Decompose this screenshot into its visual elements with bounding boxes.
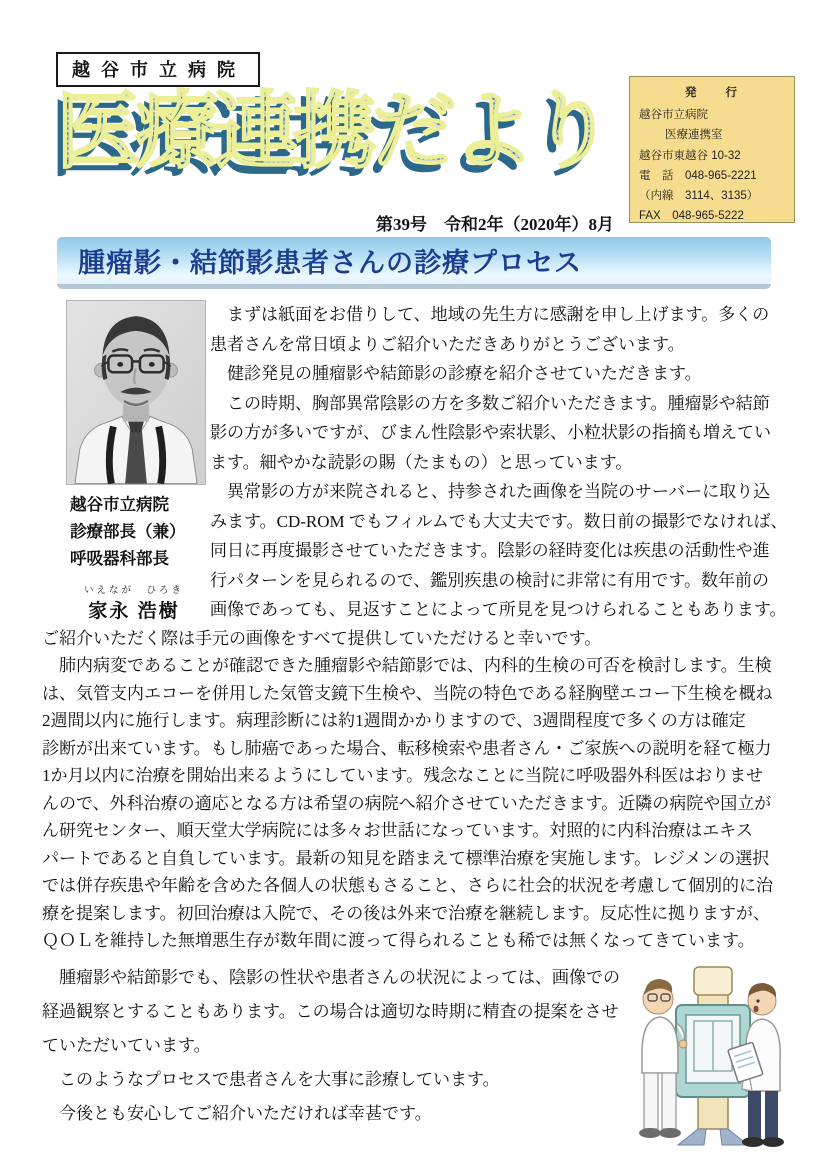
intro-text-line: まずは紙面をお借りして、地域の先生方に感謝を申し上げます。多くの [210,305,770,324]
publisher-org-line: 越谷市立病院 [639,108,708,121]
intro-text-line: この時期、胸部異常陰影の方を多数ご紹介いただきます。腫瘤影や結節 [210,393,770,413]
intro-text-line: 異常影の方が来院されると、持参された画像を当院のサーバーに取り込 [210,482,771,501]
publisher-organization [639,106,785,146]
publisher-contact [639,147,785,226]
intro-text-line: 画像であっても、見返すことによって所見を見つけられることもあります。 [210,600,787,619]
publisher-contact-line: 電 話 048-965-2221 [639,170,757,183]
body-text-line: 1か月以内に治療を開始出来るようにしています。残念なことに当院に呼吸器外科医はおりませ [42,766,764,785]
section-banner-title: 腫瘤影・結節影患者さんの診療プロセス [78,248,582,278]
doctor-caption-line: 呼吸器科部長 [70,550,169,568]
publisher-contact-line: 越谷市東越谷 10-32 [639,150,741,163]
doctor-name: 家永 浩樹 [88,601,180,622]
doctor-name-furigana: いえなが ひろき [83,585,184,596]
body-text-line: 診断が出来ています。もし肺癌であった場合、転移検索や患者さん・ご家族への説明を経て極力 [42,738,772,758]
xray-exam-illustration [634,961,792,1149]
article-intro-paragraphs [210,300,788,625]
closing-section [42,961,784,1154]
publisher-contact-line: （内線 3114、3135） [639,189,759,202]
body-text-line: 肺内病変であることが確認できた腫瘤影や結節影では、内科的生検の可否を検討します。生検 [42,656,772,675]
body-text-line: パートであると自負しています。最新の知見を踏まえて標準治療を実施します。レジメンの選択 [42,848,770,868]
publisher-info-box [629,76,795,223]
article-closing-paragraphs [42,961,620,1154]
intro-text-line: ます。細やかな読影の賜（たまもの）と思っています。 [210,452,633,472]
newsletter-title: 医療連携だより [56,66,656,196]
body-text-line: では併存疾患や年齢を含めた各個人の状態もさること、さらに社会的状況を考慮して個別的に治 [42,876,773,895]
intro-text-line: 同日に再度撮影させていただきます。陰影の経時変化は疾患の活動性や進 [210,541,770,560]
intro-text-line: 健診発見の腫瘤影や結節影の診療を紹介させていただきます。 [210,364,702,383]
intro-text-line: 行パターンを見られるので、鑑別疾患の検討に非常に有用です。数年前の [210,570,769,590]
closing-text-line: 今後とも安心してご紹介いただければ幸甚です。 [42,1103,432,1123]
body-text-line: ん研究センター、順天堂大学病院には多々お世話になっています。対照的に内科治療はエキス [42,821,753,840]
illustration-block [620,961,806,1154]
body-text-line: ＱＯＬを維持した無増悪生存が数年間に渡って得られることも稀では無くなってきています。 [42,931,755,950]
doctor-caption-line: 診療部長（兼） [70,523,186,541]
publisher-org-line: 医療連携室 [665,128,723,141]
intro-text-line: 患者さんを常日頃よりご紹介いただきありがとうございます。 [210,334,685,354]
body-text-line: 療を提案します。初回治療は入院で、その後は外来で治療を継続します。反応性に拠りますが、 [42,903,770,923]
publisher-contact-line: FAX 048-965-5222 [639,209,744,222]
intro-text-line: 影の方が多いですが、びまん性陰影や索状影、小粒状影の指摘も増えてい [210,423,771,442]
intro-text-line: みます。CD-ROM でもフィルムでも大丈夫です。数日前の撮影でなければ、 [210,511,788,531]
doctor-portrait-photo [66,300,206,485]
intro-section [42,300,788,625]
closing-text-line: 腫瘤影や結節影でも、陰影の性状や患者さんの状況によっては、画像での [42,967,620,987]
closing-text-line: このようなプロセスで患者さんを大事に診療しています。 [42,1069,500,1089]
publisher-heading: 発 行 [685,87,739,99]
body-text-line: んので、外科治療の適応となる方は希望の病院へ紹介させていただきます。近隣の病院や国立が [42,793,772,813]
doctor-caption [70,492,210,573]
body-text-line: は、気管支内エコーを併用した気管支鏡下生検や、当院の特色である経胸壁エコー下生検を概ね [42,683,773,703]
body-text-line: ご紹介いただく際は手元の画像をすべて提供していただけると幸いです。 [42,628,602,648]
article-content [42,300,788,1154]
issue-date-line: 第39号 令和2年（2020年）8月 [376,215,614,234]
article-body-paragraphs [42,625,784,955]
doctor-caption-line: 越谷市立病院 [70,496,169,514]
closing-text-line: 経過観察とすることもあります。この場合は適切な時期に精査の提案をさせ [42,1001,619,1021]
section-banner [57,237,771,289]
doctor-name-block [58,582,210,623]
body-text-line: 2週間以内に施行します。病理診断には約1週間かかりますので、3週間程度で多くの方は確定 [42,711,746,730]
closing-text-line: ていただいています。 [42,1035,211,1055]
doctor-profile-block [42,300,210,625]
